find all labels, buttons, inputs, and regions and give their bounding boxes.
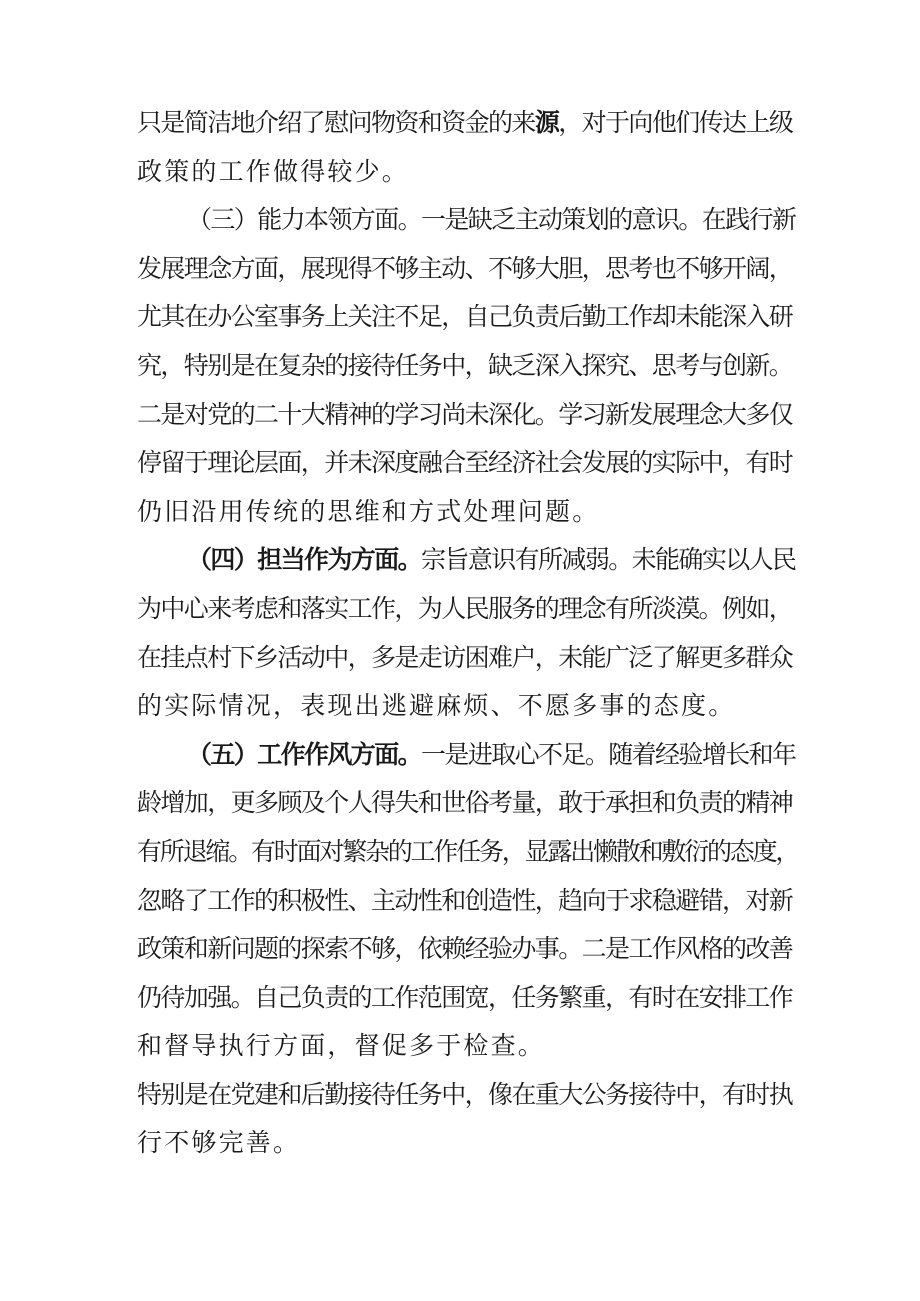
paragraph-3-line-3: 在挂点村下乡活动中，多是走访困难户，未能广泛了解更多群众 — [137, 642, 793, 672]
section-heading: （五）工作作风方面。 — [187, 739, 422, 769]
paragraph-3-line-4: 的实际情况，表现出逃避麻烦、不愿多事的态度。 — [137, 691, 736, 721]
text-segment: 一是进取心不足。随着经验增长和年 — [421, 739, 796, 769]
paragraph-4-line-3: 有所退缩。有时面对繁杂的工作任务，显露出懒散和敷衍的态度， — [137, 836, 799, 866]
paragraph-5-line-2: 行不够完善。 — [137, 1128, 301, 1158]
paragraph-4-line-7: 和督导执行方面，督促多于检查。 — [137, 1031, 546, 1061]
text-segment: 宗旨意识有所减弱。未能确实以人民 — [421, 545, 796, 575]
paragraph-4-line-6: 仍待加强。自己负责的工作范围宽，任务繁重，有时在安排工作 — [137, 982, 793, 1012]
paragraph-2-line-7: 仍旧沿用传统的思维和方式处理问题。 — [137, 496, 600, 526]
paragraph-1-line-1 — [137, 108, 797, 138]
paragraph-2-line-4: 究，特别是在复杂的接待任务中，缺乏深入探究、思考与创新。 — [137, 350, 793, 380]
document-page — [137, 108, 797, 1177]
paragraph-2-line-3: 尤其在办公室事务上关注不足，自己负责后勤工作却未能深入研 — [137, 302, 793, 332]
paragraph-2-line-1: （三）能力本领方面。一是缺乏主动策划的意识。在践行新 — [187, 205, 796, 235]
paragraph-4-line-5: 政策和新问题的探索不够，依赖经验办事。二是工作风格的改善 — [137, 934, 793, 964]
paragraph-2-line-6: 停留于理论层面，并未深度融合至经济社会发展的实际中，有时 — [137, 448, 793, 478]
paragraph-3-line-2: 为中心来考虑和落实工作，为人民服务的理念有所淡漠。例如， — [137, 593, 793, 623]
paragraph-5-line-1: 特别是在党建和后勤接待任务中，像在重大公务接待中，有时执 — [137, 1079, 793, 1109]
paragraph-4-line-4: 忽略了工作的积极性、主动性和创造性，趋向于求稳避错，对新 — [137, 885, 793, 915]
section-heading: （四）担当作为方面。 — [187, 545, 422, 575]
paragraph-2-line-5: 二是对党的二十大精神的学习尚未深化。学习新发展理念大多仅 — [137, 399, 793, 429]
text-segment: 只是简洁地介绍了慰问物资和资金的来 — [137, 108, 535, 137]
paragraph-1-line-2: 政策的工作做得较少。 — [137, 156, 410, 186]
paragraph-2-line-2: 发展理念方面，展现得不够主动、不够大胆，思考也不够开阔， — [137, 253, 793, 283]
paragraph-4-line-2: 龄增加，更多顾及个人得失和世俗考量，敢于承担和负责的精神 — [137, 788, 793, 818]
text-segment: ，对于向他们传达上级 — [558, 108, 793, 137]
paragraph-3-line-1 — [137, 545, 797, 575]
bold-char: 源 — [534, 108, 559, 137]
paragraph-4-line-1 — [137, 740, 797, 770]
